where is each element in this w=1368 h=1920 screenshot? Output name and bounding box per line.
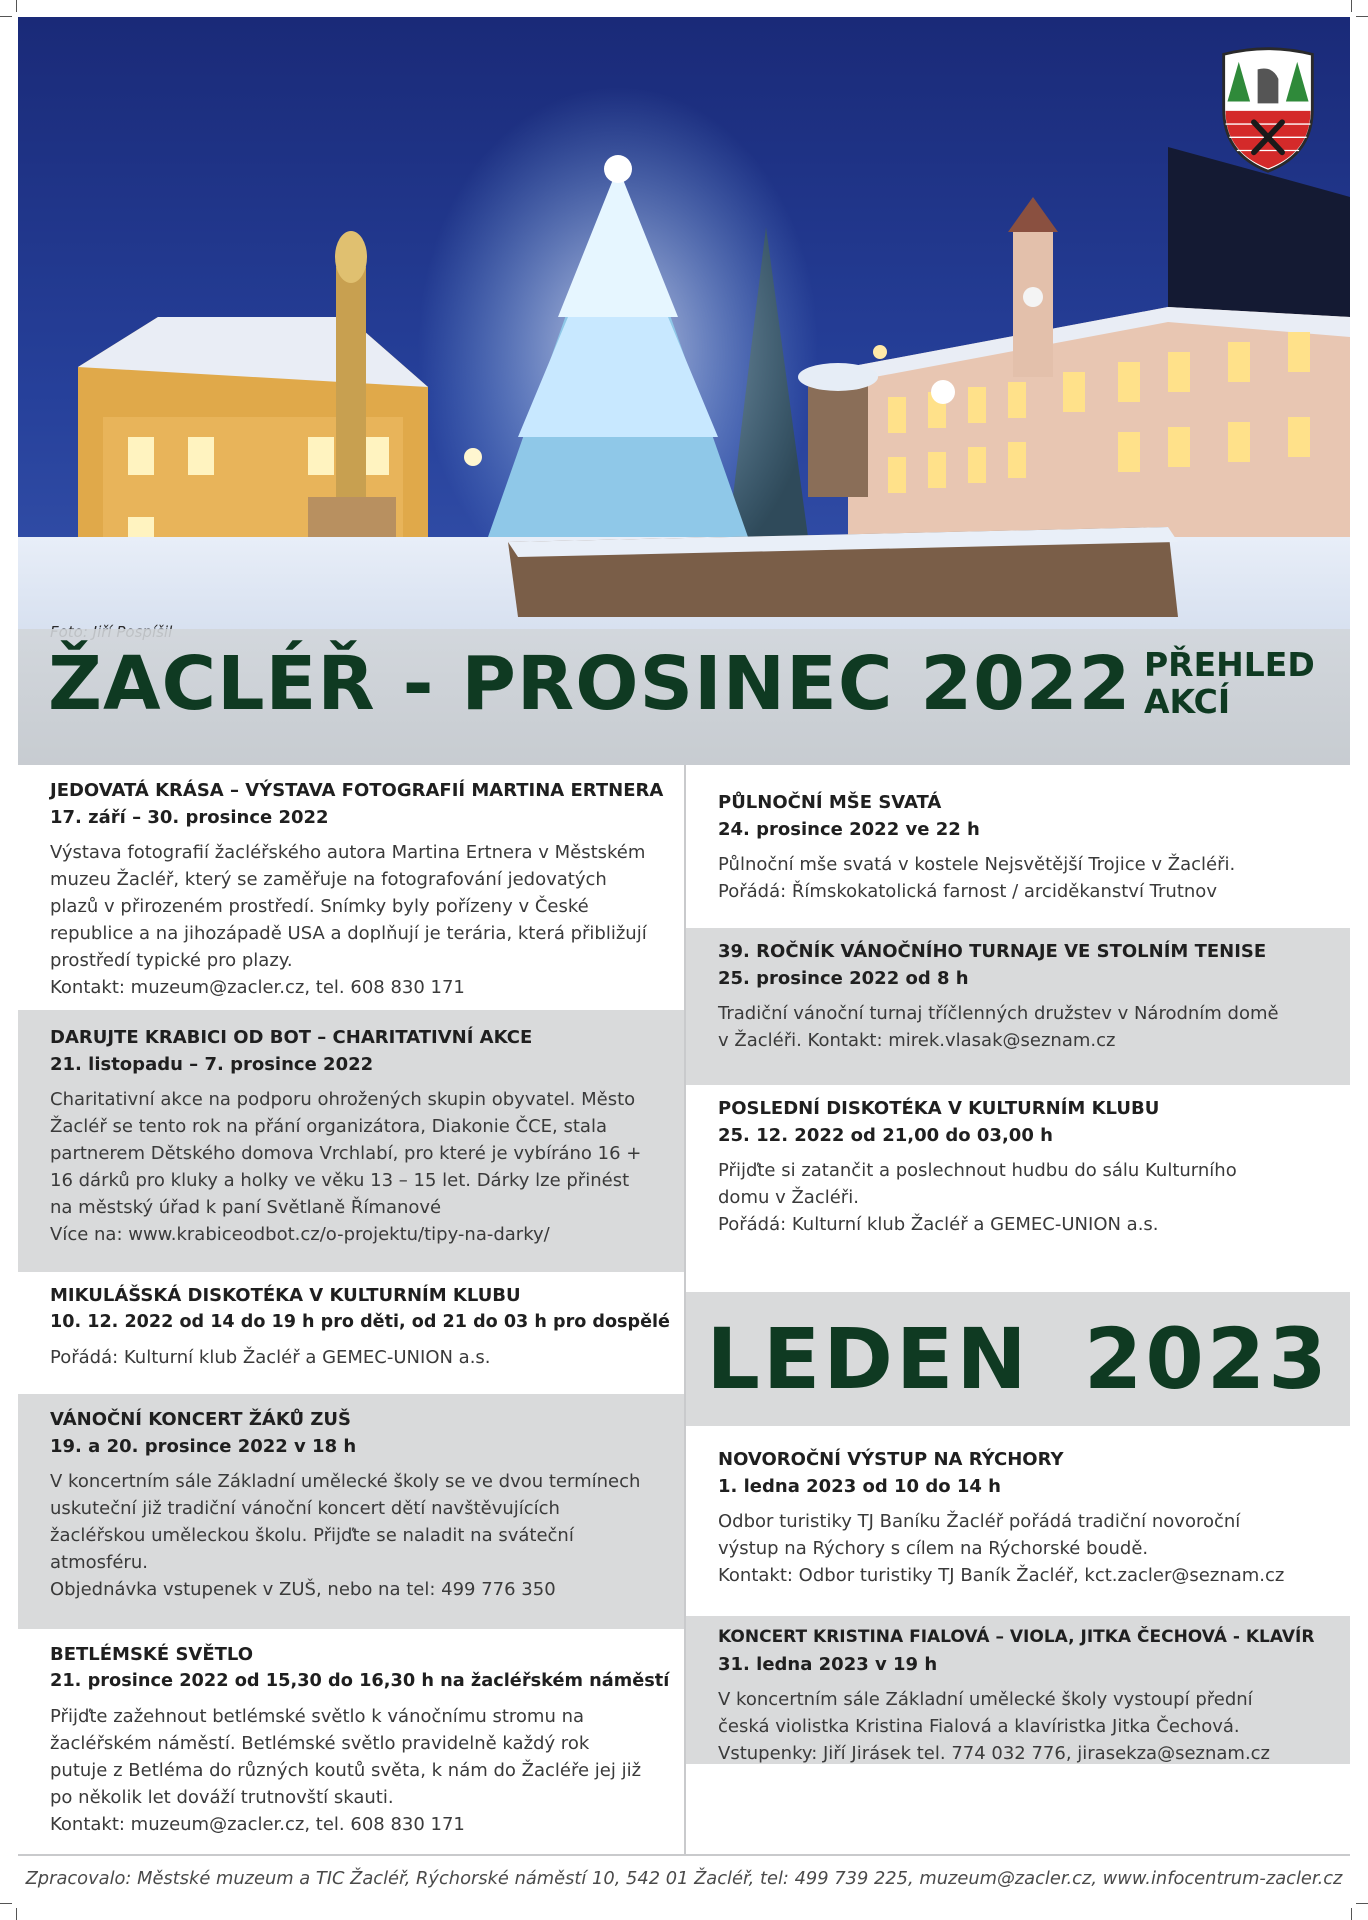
event-text: Odbor turistiky TJ Baníku Žacléř pořádá tradiční novoroční [718, 1511, 1241, 1532]
footer-contact: Zpracovalo: Městské muzeum a TIC Žacléř, Rýchorské náměstí 10, 542 01 Žacléř, tel: 499 739 225, muzeum@zacler.cz, www.infocentrum-zacler.cz [25, 1868, 1343, 1889]
event-jedovata-krasa [18, 765, 684, 1010]
event-text: žacléřském náměstí. Betlémské světlo pravidelně každý rok [50, 1733, 590, 1754]
crop-mark [1351, 1908, 1352, 1920]
event-text: prostředí typické pro plazy. [50, 950, 293, 971]
crop-mark [0, 1903, 12, 1904]
event-posledni-diskoteka [686, 1085, 1350, 1292]
event-date: 10. 12. 2022 od 14 do 19 h pro děti, od 21 do 03 h pro dospělé [50, 1312, 670, 1332]
event-text: Pořádá: Římskokatolická farnost / arciděkanství Trutnov [718, 881, 1217, 902]
event-text: Charitativní akce na podporu ohrožených skupin obyvatel. Město [50, 1089, 636, 1110]
event-text: uskuteční již tradiční vánoční koncert dětí navštěvujících [50, 1498, 560, 1519]
christmas-tree [418, 87, 818, 607]
crop-mark [16, 0, 17, 12]
event-krabice-od-bot [18, 1010, 684, 1272]
january-heading-band [686, 1292, 1350, 1426]
event-text: žacléřskou uměleckou školu. Přijďte se naladit na sváteční [50, 1525, 574, 1546]
event-text: Žacléř se tento rok na přání organizátora, Diakonie ČCE, stala [50, 1116, 607, 1137]
event-date: 1. ledna 2023 od 10 do 14 h [718, 1476, 1001, 1497]
right-column [686, 765, 1350, 1764]
event-text: Objednávka vstupenek v ZUŠ, nebo na tel: 499 776 350 [50, 1579, 556, 1600]
event-text: V koncertním sále Základní umělecké školy se ve dvou termínech [50, 1471, 641, 1492]
page-subtitle [1144, 646, 1315, 720]
event-text: Přijďte zažehnout betlémské světlo k vánočnímu stromu na [50, 1706, 585, 1727]
event-date: 25. prosince 2022 od 8 h [718, 968, 969, 989]
event-text: domu v Žacléři. [718, 1187, 859, 1208]
event-text: Půlnoční mše svatá v kostele Nejsvětější Trojice v Žacléři. [718, 854, 1236, 875]
event-title: PŮLNOČNÍ MŠE SVATÁ [718, 792, 942, 813]
event-text: V koncertním sále Základní umělecké školy vystoupí přední [718, 1689, 1253, 1710]
event-stolni-tenis [686, 928, 1350, 1085]
event-text: Pořádá: Kulturní klub Žacléř a GEMEC-UNION a.s. [718, 1214, 1159, 1235]
event-text: na městský úřad k paní Světlaně Římanové [50, 1197, 442, 1218]
event-text: republice a na jihozápadě USA a doplňují je terária, která přibližují [50, 923, 647, 944]
event-title: DARUJTE KRABICI OD BOT – CHARITATIVNÍ AKCE [50, 1027, 533, 1048]
event-title: KONCERT KRISTINA FIALOVÁ – VIOLA, JITKA ČECHOVÁ - KLAVÍR [718, 1627, 1315, 1647]
event-text: putuje z Betléma do různých koutů světa, k nám do Žacléře jej již [50, 1760, 642, 1781]
event-text: v Žacléři. Kontakt: mirek.vlasak@seznam.cz [718, 1030, 1116, 1051]
event-text: Kontakt: muzeum@zacler.cz, tel. 608 830 171 [50, 977, 465, 998]
event-text: Přijďte si zatančit a poslechnout hudbu do sálu Kulturního [718, 1160, 1237, 1181]
event-text: Vstupenky: Jiří Jirásek tel. 774 032 776, jirasekza@seznam.cz [718, 1743, 1271, 1764]
left-column [18, 765, 684, 1851]
event-title: POSLEDNÍ DISKOTÉKA V KULTURNÍM KLUBU [718, 1098, 1160, 1119]
event-text: po několik let dováží trutnovští skauti. [50, 1787, 394, 1808]
event-pulnocni-mse [686, 765, 1350, 928]
event-text: Tradiční vánoční turnaj tříčlenných družstev v Národním domě [718, 1003, 1279, 1024]
event-title: BETLÉMSKÉ SVĚTLO [50, 1644, 254, 1665]
event-text: Pořádá: Kulturní klub Žacléř a GEMEC-UNION a.s. [50, 1347, 491, 1368]
event-text: výstup na Rýchory s cílem na Rýchorské boudě. [718, 1538, 1149, 1559]
crop-mark [0, 16, 12, 17]
event-title: 39. ROČNÍK VÁNOČNÍHO TURNAJE VE STOLNÍM TENISE [718, 941, 1267, 962]
event-text: atmosféru. [50, 1552, 148, 1573]
event-title: NOVOROČNÍ VÝSTUP NA RÝCHORY [718, 1449, 1064, 1470]
event-date: 19. a 20. prosince 2022 v 18 h [50, 1436, 357, 1457]
event-date: 25. 12. 2022 od 21,00 do 03,00 h [718, 1125, 1053, 1146]
event-date: 24. prosince 2022 ve 22 h [718, 819, 980, 840]
event-mikulasska-diskoteka [18, 1272, 684, 1394]
event-date: 21. prosince 2022 od 15,30 do 16,30 h na žacléřském náměstí [50, 1671, 670, 1691]
event-text: Více na: www.krabiceodbot.cz/o-projektu/tipy-na-darky/ [50, 1224, 550, 1245]
event-text: plazů v přirozeném prostředí. Snímky byly pořízeny v České [50, 896, 589, 917]
january-heading: LEDEN 2023 [706, 1310, 1330, 1408]
event-date: 31. ledna 2023 v 19 h [718, 1654, 938, 1675]
subtitle-line: AKCÍ [1144, 682, 1231, 721]
crop-mark [1356, 1903, 1368, 1904]
event-date: 17. září – 30. prosince 2022 [50, 807, 329, 828]
event-novorocni-vystup [686, 1426, 1350, 1616]
event-text: Výstava fotografií žacléřského autora Martina Ertnera v Městském [50, 842, 646, 863]
crop-mark [1351, 0, 1352, 12]
event-text: muzeu Žacléř, který se zaměřuje na fotografování jedovatých [50, 869, 607, 890]
event-date: 21. listopadu – 7. prosince 2022 [50, 1054, 374, 1075]
event-text: partnerem Dětského domova Vrchlabí, pro které je vybíráno 16 + [50, 1143, 642, 1164]
crop-mark [1356, 16, 1368, 17]
event-betlemske-svetlo [18, 1629, 684, 1851]
event-title: JEDOVATÁ KRÁSA – VÝSTAVA FOTOGRAFIÍ MARTINA ERTNERA [50, 780, 664, 801]
event-text: česká violistka Kristina Fialová a klavíristka Jitka Čechová. [718, 1716, 1240, 1737]
event-title: VÁNOČNÍ KONCERT ŽÁKŮ ZUŠ [50, 1409, 351, 1430]
event-text: 16 dárků pro kluky a holky ve věku 13 – 15 let. Dárky lze přinést [50, 1170, 630, 1191]
crop-mark [16, 1908, 17, 1920]
event-title: MIKULÁŠSKÁ DISKOTÉKA V KULTURNÍM KLUBU [50, 1285, 521, 1306]
page-title: ŽACLÉŘ - PROSINEC 2022 [48, 640, 1132, 727]
event-vanocni-koncert [18, 1394, 684, 1629]
coat-of-arms-icon [1216, 43, 1320, 175]
event-text: Kontakt: Odbor turistiky TJ Baník Žacléř, kct.zacler@seznam.cz [718, 1565, 1285, 1586]
footer-divider [18, 1854, 1350, 1856]
event-text: Kontakt: muzeum@zacler.cz, tel. 608 830 171 [50, 1814, 465, 1835]
subtitle-line: PŘEHLED [1144, 645, 1315, 684]
event-koncert-fialova [686, 1616, 1350, 1764]
